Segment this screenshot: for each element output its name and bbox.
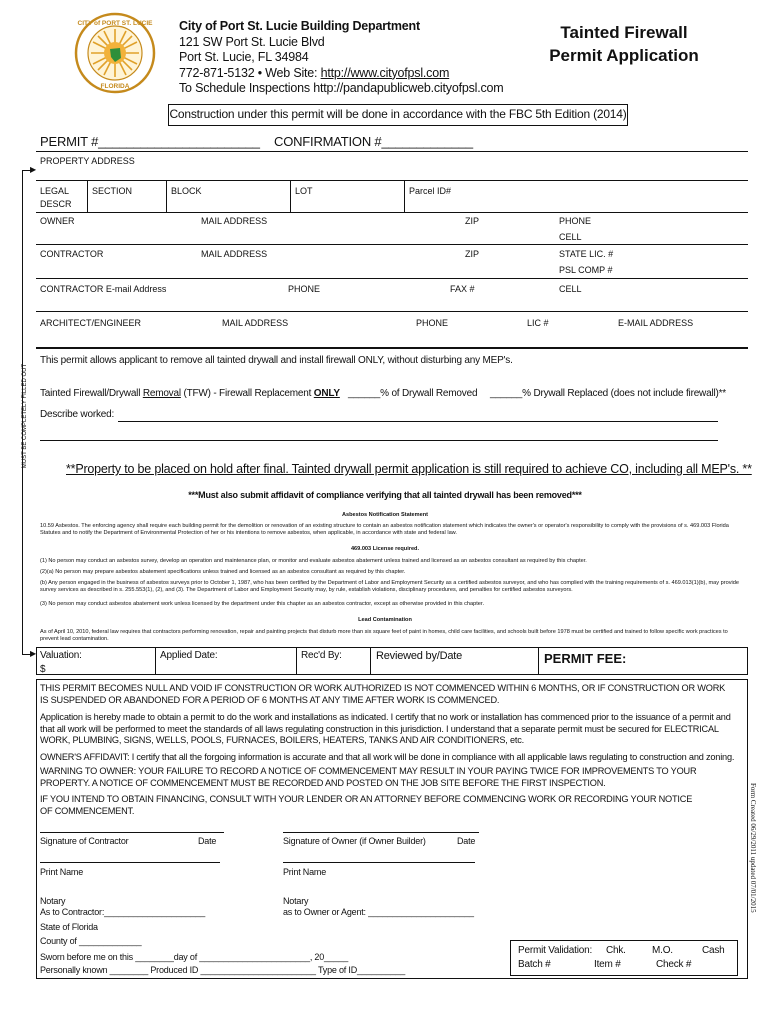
divider — [36, 244, 748, 245]
license-3: (b) Any person engaged in the business of asbestos surveys prior to October 1, 1987, who has been certified by the Department of Labor and Employment Security as a certified asbestos surveyor, and who has complied with the training requirements of s. 469.013(1)(b), may provide survey services as described in s. 255.553(1), (2), and (3). The Department of Labor and Employment Security may, by rule, establish violations, disciplinary procedures, and penalties for certified asbestos surveyors. — [40, 580, 739, 593]
divider — [87, 180, 88, 212]
validation-batch: Batch # — [518, 959, 551, 970]
state-of-florida: State of Florida — [40, 922, 98, 932]
divider — [155, 647, 156, 675]
reviewed-by[interactable]: Reviewed by/Date — [376, 650, 463, 662]
sworn-line[interactable]: Sworn before me on this ________day of _______________________, 20_____ — [40, 952, 349, 962]
print-line-1[interactable] — [40, 862, 220, 863]
validation-check: Check # — [656, 959, 692, 970]
divider — [36, 180, 748, 181]
tfw-line: Tainted Firewall/Drywall Removal (TFW) - Firewall Replacement ONLY — [40, 388, 340, 399]
side-label: MUST BE COMPLETELY FILLED OUT — [22, 363, 28, 469]
asbestos-p1: 10.59 Asbestos. The enforcing agency shall require each building permit for the demolition or renovation of an existing structure to contain an asbestos notification statement which indicates the owner's or operator's responsibility to comply with the provisions of s. 469.003 Florida Statutes and to notify the Department of Environmental Protection of her or his intentions to remove asbestos, when applicable, in accordance with state and federal law. — [40, 523, 729, 536]
recd-by[interactable]: Rec'd By: — [301, 650, 342, 661]
label-block: BLOCK — [171, 186, 202, 196]
date-label-2: Date — [457, 836, 476, 846]
divider — [538, 647, 539, 675]
phone-web-line: 772-871-5132 • Web Site: http://www.cityofpsl.com — [179, 65, 450, 80]
validation-item: Item # — [594, 959, 621, 970]
divider — [296, 647, 297, 675]
signature-line-contractor[interactable] — [40, 832, 224, 833]
label-arch-mail: MAIL ADDRESS — [222, 318, 289, 328]
label-psl-comp: PSL COMP # — [559, 265, 613, 275]
validation-mo: M.O. — [652, 945, 673, 956]
personally-known[interactable]: Personally known ________ Produced ID ________________________ Type of ID__________ — [40, 965, 406, 975]
department-name: City of Port St. Lucie Building Department — [179, 19, 420, 33]
pct-replaced[interactable]: ______% Drywall Replaced (does not include firewall)** — [490, 388, 726, 399]
form-title: Tainted Firewall Permit Application — [549, 23, 699, 65]
city-seal — [74, 12, 156, 94]
inspections-link[interactable]: http://pandapublicweb.cityofpsl.com — [313, 81, 504, 95]
label-arch-phone: PHONE — [416, 318, 449, 328]
valuation-label[interactable]: Valuation: — [40, 650, 82, 661]
pct-removed[interactable]: ______% of Drywall Removed — [348, 388, 478, 399]
divider — [166, 180, 167, 212]
label-owner-mail: MAIL ADDRESS — [201, 216, 268, 226]
affidavit-notice: ***Must also submit affidavit of compliance verifying that all tainted drywall has been removed*** — [188, 490, 582, 500]
valuation-dollar: $ — [40, 664, 46, 675]
arrow-right-icon: ▶ — [30, 649, 37, 658]
label-lot: LOT — [295, 186, 313, 196]
label-descr: DESCR — [40, 199, 72, 209]
lead-heading: Lead Contamination — [358, 617, 412, 623]
label-section: SECTION — [92, 186, 133, 196]
sig-contractor-label: Signature of Contractor — [40, 836, 129, 846]
validation-chk: Chk. — [606, 945, 626, 956]
label-lic: LIC # — [527, 318, 549, 328]
address-line-2: Port St. Lucie, FL 34984 — [179, 50, 309, 64]
scope-allows: This permit allows applicant to remove all tainted drywall and install firewall ONLY, without disturbing any MEP's. — [40, 355, 513, 366]
county-of[interactable]: County of _____________ — [40, 936, 142, 946]
svg-text:FLORIDA: FLORIDA — [100, 83, 130, 90]
notary-1b[interactable]: As to Contractor:_____________________ — [40, 907, 206, 917]
applied-date[interactable]: Applied Date: — [160, 650, 218, 661]
application-text: Application is hereby made to obtain a permit to do the work and installations as indicated. I certify that no work or installation has commenced prior to the issuance of a permit and that all work will be performed to meet the standards of all laws regulating construction in this jurisdiction. I understand that a separate permit must be secured for ELECTRICAL WORK, PLUMBING, SIGNS, WELLS, POOLS, FURNACES, BOILERS, HEATERS, TANKS AND AIR CONDITIONERS, etc. — [40, 712, 731, 745]
financing: IF YOU INTEND TO OBTAIN FINANCING, CONSULT WITH YOUR LENDER OR AN ATTORNEY BEFORE COMMENCING WORK OR RECORDING YOUR NOTICE OF COMMENCEMENT. — [40, 794, 693, 816]
divider — [290, 180, 291, 212]
print-name-1: Print Name — [40, 867, 84, 877]
label-owner-zip: ZIP — [465, 216, 480, 226]
describe-line-2[interactable] — [40, 440, 718, 441]
divider — [36, 212, 748, 213]
divider — [36, 347, 748, 349]
label-arch-email: E-MAIL ADDRESS — [618, 318, 694, 328]
fbc-text: Construction under this permit will be done in accordance with the FBC 5th Edition (2014) — [169, 107, 627, 121]
form-note: Form Created 06/29/2011 updated 07/01/2015 — [749, 783, 757, 913]
license-1: (1) No person may conduct an asbestos survey, develop an operation and maintenance plan, or monitor and evaluate asbestos abatement unless trained and licensed as an asbestos consultant as required by this chapter. — [40, 558, 587, 564]
label-property-address: PROPERTY ADDRESS — [40, 156, 135, 166]
department-header — [179, 19, 529, 97]
divider — [36, 151, 748, 152]
divider — [370, 647, 371, 675]
divider — [36, 278, 748, 279]
arrow-right-icon: ▶ — [30, 165, 37, 174]
notary-2: Notary — [283, 896, 309, 906]
label-fax: FAX # — [450, 284, 475, 294]
label-owner: OWNER — [40, 216, 75, 226]
lead-text: As of April 10, 2010, federal law requires that contractors performing renovation, repair and painting projects that disturb more than six square feet of paint in homes, child care facilities, and schools built before 1978 must be certified and trained to follow specific work practices to prevent lead contamination. — [40, 629, 728, 642]
sig-owner-label: Signature of Owner (if Owner Builder) — [283, 836, 426, 846]
license-heading: 469.003 License required. — [350, 546, 420, 552]
license-4: (3) No person may conduct asbestos abatement work unless licensed by the department under this chapter as an asbestos contractor, except as otherwise provided in this chapter. — [40, 601, 485, 607]
asbestos-heading: Asbestos Notification Statement — [341, 512, 429, 518]
validation-cash: Cash — [702, 945, 725, 956]
date-label-1: Date — [198, 836, 217, 846]
label-contractor: CONTRACTOR — [40, 249, 104, 259]
svg-text:CITY of PORT ST. LUCIE: CITY of PORT ST. LUCIE — [77, 20, 153, 27]
signature-line-owner[interactable] — [283, 832, 479, 833]
hold-notice: **Property to be placed on hold after final. Tainted drywall permit application is still required to achieve CO, including all MEP's. ** — [66, 462, 752, 476]
print-line-2[interactable] — [283, 862, 475, 863]
divider — [36, 311, 748, 312]
label-contractor-zip: ZIP — [465, 249, 480, 259]
label-parcel: Parcel ID# — [409, 186, 452, 196]
label-contractor-cell: CELL — [559, 284, 582, 294]
describe-line-1[interactable] — [118, 421, 718, 422]
label-legal: LEGAL — [40, 186, 70, 196]
label-owner-phone: PHONE — [559, 216, 592, 226]
null-void: THIS PERMIT BECOMES NULL AND VOID IF CONSTRUCTION OR WORK AUTHORIZED IS NOT COMMENCED WITHIN 6 MONTHS, OR IF CONSTRUCTION OR WORK IS SUSPENDED OR ABANDONED FOR A PERIOD OF 6 MONTHS AT ANY TIME AFTER WORK IS COMMENCED. — [40, 683, 726, 705]
label-owner-cell: CELL — [559, 232, 582, 242]
label-contractor-mail: MAIL ADDRESS — [201, 249, 268, 259]
owners-affidavit: OWNER'S AFFIDAVIT: I certify that all the forgoing information is accurate and that all work will be done in compliance with all applicable laws regulating to construction and zoning. — [40, 752, 735, 762]
describe-label: Describe worked: — [40, 409, 115, 420]
label-contractor-phone: PHONE — [288, 284, 321, 294]
inspections-line: To Schedule Inspections http://pandapublicweb.cityofpsl.com — [179, 81, 504, 95]
divider — [404, 180, 405, 212]
label-architect: ARCHITECT/ENGINEER — [40, 318, 142, 328]
validation-label: Permit Validation: — [518, 945, 593, 956]
label-state-lic: STATE LIC. # — [559, 249, 614, 259]
license-2: (2)(a) No person may prepare asbestos abatement specifications unless trained and licensed as an asbestos consultant as required by this chapter. — [40, 569, 406, 575]
label-contractor-email: CONTRACTOR E-mail Address — [40, 284, 167, 294]
notary-2b[interactable]: as to Owner or Agent: ______________________ — [283, 907, 474, 917]
print-name-2: Print Name — [283, 867, 327, 877]
permit-fee[interactable]: PERMIT FEE: — [544, 651, 627, 666]
warning-owner: WARNING TO OWNER: YOUR FAILURE TO RECORD A NOTICE OF COMMENCEMENT MAY RESULT IN YOUR PAYING TWICE FOR IMPROVEMENTS TO YOUR PROPERTY. A NOTICE OF COMMENCEMENT MUST BE RECORDED AND POSTED ON THE JOB SITE BEFORE THE FIRST INSPECTION. — [40, 766, 697, 788]
confirmation-number[interactable]: CONFIRMATION #_____________ — [274, 134, 473, 149]
permit-number[interactable]: PERMIT #_______________________ — [40, 134, 260, 149]
address-line-1: 121 SW Port St. Lucie Blvd — [179, 34, 325, 49]
website-link[interactable]: http://www.cityofpsl.com — [320, 65, 450, 80]
notary-1: Notary — [40, 896, 66, 906]
